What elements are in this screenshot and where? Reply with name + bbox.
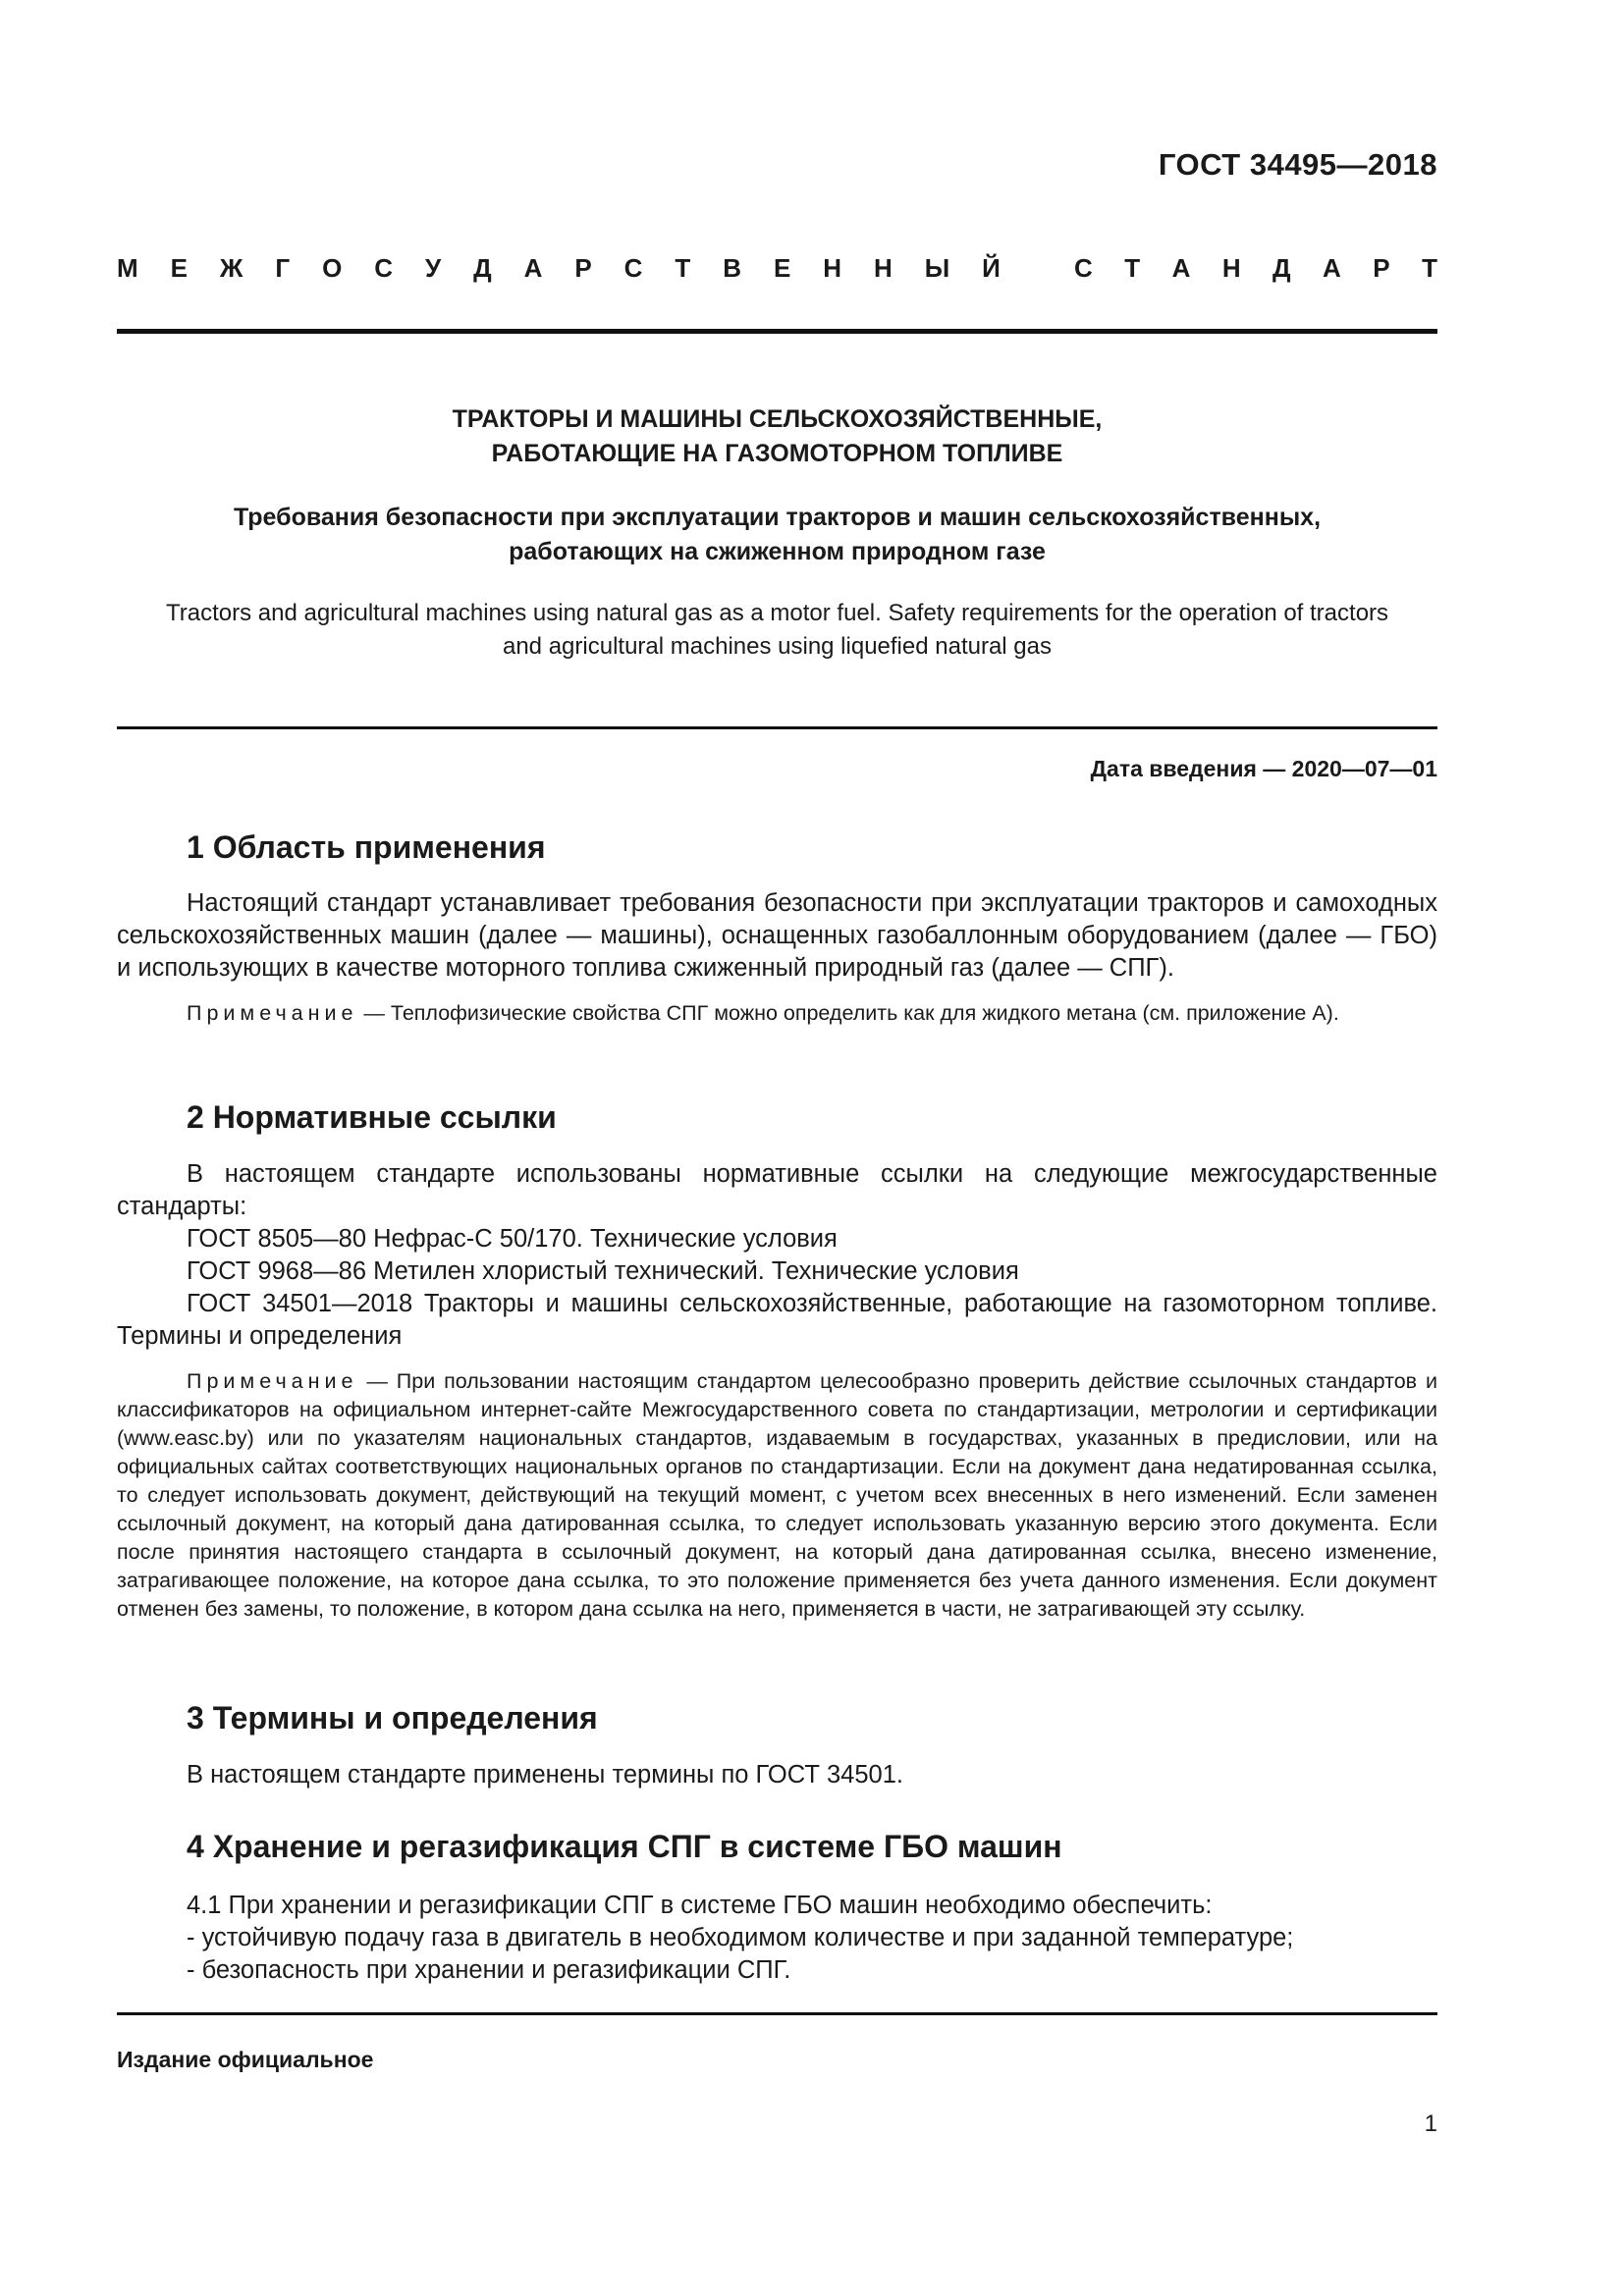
section-4-body (187, 1890, 1437, 1987)
note-label: Примечание (187, 1369, 358, 1393)
section-1-note: Примечание — Теплофизические свойства СПГ можно определить как для жидкого метана (см. приложение А). (187, 1001, 1339, 1025)
section-2-body (117, 1158, 1437, 1353)
standard-number: ГОСТ 34495—2018 (1158, 147, 1437, 182)
section-1-heading: 1 Область применения (187, 829, 546, 865)
introduction-date: Дата введения — 2020—07—01 (1090, 756, 1437, 781)
document-title: ТРАКТОРЫ И МАШИНЫ СЕЛЬСКОХОЗЯЙСТВЕННЫЕ, РАБОТАЮЩИЕ НА ГАЗОМОТОРНОМ ТОПЛИВЕ (452, 405, 1103, 467)
section-2-note: Примечание — При пользовании настоящим стандартом целесообразно проверить действие ссылочных стандартов и классификаторов на официальном интернет-сайте Межгосударственного совета по стандартизации, метрологии и сертификации (www.easc.by) или по указателям национальных стандартов, издаваемым в государствах, указанных в предисловии, или на официальных сайтах соответствующих национальных органов по стандартизации. Если на документ дана недатированная ссылка, то следует использовать документ, действующий на текущий момент, с учетом всех внесенных в него изменений. Если заменен ссылочный документ, на который дана датированная ссылка, то следует использовать указанную версию этого документа. Если после принятия настоящего стандарта в ссылочный документ, на который дана датированная ссылка, внесено изменение, затрагивающее положение, на которое дана ссылка, то это положение применяется без учета данного изменения. Если документ отменен без замены, то положение, в котором дана ссылка на него, применяется в части, не затрагивающей эту ссылку. (117, 1369, 1437, 1621)
title-divider (117, 726, 1437, 729)
section-4-item: 4.1 При хранении и регазификации СПГ в системе ГБО машин необходимо обеспечить: (187, 1892, 1213, 1919)
normative-reference: ГОСТ 9968—86 Метилен хлористый технический. Технические условия (187, 1257, 1019, 1285)
footer-divider (117, 2012, 1437, 2015)
section-2-heading: 2 Нормативные ссылки (187, 1099, 557, 1135)
section-1-paragraph: Настоящий стандарт устанавливает требования безопасности при эксплуатации тракторов и самоходных сельскохозяйственных машин (далее — машины), оснащенных газобаллонным оборудованием (далее — ГБО) и использующих в качестве моторного топлива сжиженный природный газ (далее — СПГ). (117, 889, 1437, 982)
section-3-paragraph: В настоящем стандарте применены термины по ГОСТ 34501. (187, 1761, 903, 1789)
banner-word-interstate: М Е Ж Г О С У Д А Р С Т В Е Н Н Ы Й (117, 253, 1001, 283)
normative-reference: ГОСТ 34501—2018 Тракторы и машины сельскохозяйственные, работающие на газомоторном топливе. Термины и определения (117, 1290, 1437, 1350)
standard-type-banner (117, 253, 1437, 284)
section-3-heading: 3 Термины и определения (187, 1700, 598, 1735)
section-4-heading: 4 Хранение и регазификация СПГ в системе ГБО машин (187, 1829, 1062, 1864)
section-4-item: - устойчивую подачу газа в двигатель в необходимом количестве и при заданной температуре; (187, 1924, 1294, 1951)
note-label: Примечание (187, 1001, 358, 1025)
header-divider (117, 329, 1437, 334)
document-title-english: Tractors and agricultural machines using natural gas as a motor fuel. Safety requirements for the operation of tractors and agricultural machines using liquefied natural gas (165, 600, 1389, 660)
banner-word-standard: С Т А Н Д А Р Т (1074, 253, 1437, 283)
official-edition-label: Издание официальное (117, 2047, 374, 2072)
normative-reference: ГОСТ 8505—80 Нефрас-С 50/170. Технические условия (187, 1225, 838, 1253)
section-4-item: - безопасность при хранении и регазификации СПГ. (187, 1956, 791, 1984)
page-number: 1 (1424, 2110, 1437, 2137)
document-subtitle: Требования безопасности при эксплуатации тракторов и машин сельскохозяйственных, работающих на сжиженном природном газе (233, 504, 1322, 565)
section-2-intro: В настоящем стандарте использованы нормативные ссылки на следующие межгосударственные стандарты: (117, 1160, 1437, 1220)
